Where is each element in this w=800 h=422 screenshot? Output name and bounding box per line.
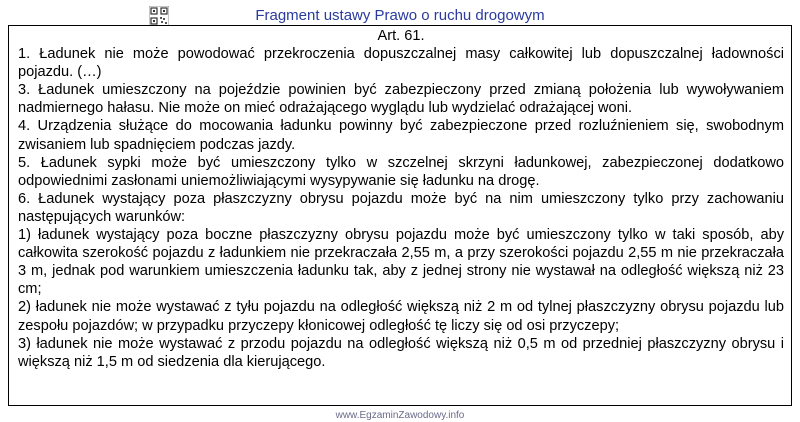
paragraph-4: 4. Urządzenia służące do mocowania ładunku powinny być zabezpieczone przed rozluźnieniem się, swobodnym zwisaniem lub spadnięciem podczas jazdy. [18, 118, 784, 153]
law-text [18, 27, 784, 371]
condition-2: 2) ładunek nie może wystawać z tyłu pojazdu na odległość większą niż 2 m od tylnej płaszczyzny obrysu pojazdu lub zespołu pojazdów; w przypadku przyczepy kłonicowej odległość tę liczy się od osi przyczepy; [18, 299, 784, 334]
condition-3: 3) ładunek nie może wystawać z przodu pojazdu na odległość większą niż 0,5 m od przedniej płaszczyzny obrysu i większą niż 1,5 m od siedzenia dla kierującego. [18, 335, 784, 370]
condition-1: 1) ładunek wystający poza boczne płaszczyzny obrysu pojazdu może być umieszczony tylko w taki sposób, aby całkowita szerokość pojazdu z ładunkiem nie przekraczała 2,55 m, a przy szerokości pojazdu 2,55 m nie przekraczała 3 m, jednak pod warunkiem umieszczenia ładunku tak, aby z jednej strony nie wystawał na odległość większą niż 23 cm; [18, 227, 784, 298]
paragraph-1: 1. Ładunek nie może powodować przekroczenia dopuszczalnej masy całkowitej lub dopuszczalnej ładowności pojazdu. (…) [18, 46, 784, 81]
paragraph-6: 6. Ładunek wystający poza płaszczyzny obrysu pojazdu może być na nim umieszczony tylko przy zachowaniu następujących warunków: [18, 190, 784, 225]
paragraph-3: 3. Ładunek umieszczony na pojeździe powinien być zabezpieczony przed zmianą położenia lub wywoływaniem nadmiernego hałasu. Nie może on mieć odrażającego wyglądu lub wydzielać odrażającej woni. [18, 82, 784, 117]
page-title: Fragment ustawy Prawo o ruchu drogowym [255, 7, 545, 24]
article-heading: Art. 61. [377, 28, 425, 44]
watermark: www.EgzaminZawodowy.info [335, 410, 465, 421]
paragraph-5: 5. Ładunek sypki może być umieszczony tylko w szczelnej skrzyni ładunkowej, zabezpieczonej dodatkowo odpowiednimi zasłonami uniemożliwiającymi wysypywanie się ładunku na drogę. [18, 154, 784, 189]
